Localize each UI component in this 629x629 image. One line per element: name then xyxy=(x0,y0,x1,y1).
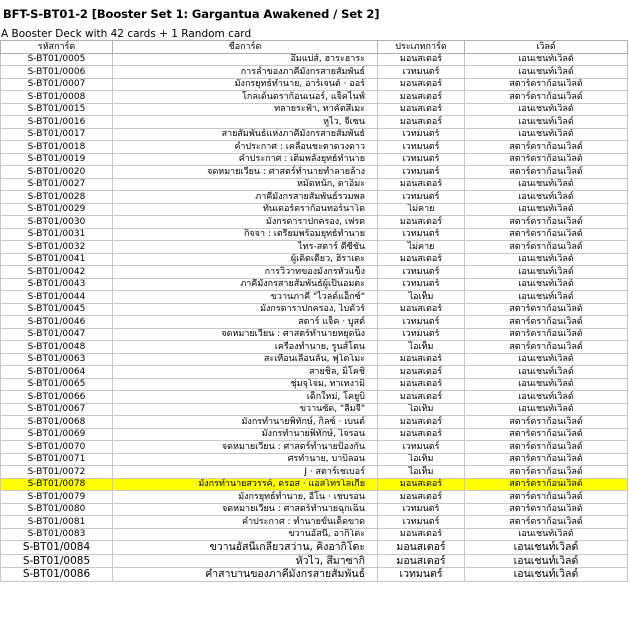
cell-code[interactable]: S-BT01/0018 xyxy=(1,141,113,154)
cell-world[interactable]: เอนเชนท์เวิลด์ xyxy=(465,378,628,391)
cell-card-name[interactable]: เด็กใหม่, โคยูบิ xyxy=(113,391,378,404)
cell-code[interactable]: S-BT01/0042 xyxy=(1,266,113,279)
cell-code[interactable]: S-BT01/0007 xyxy=(1,78,113,91)
cell-card-type[interactable]: มอนสเตอร์ xyxy=(378,428,465,441)
cell-card-type[interactable]: มอนสเตอร์ xyxy=(378,116,465,129)
cell-world[interactable]: สตาร์ดราก้อนเวิลด์ xyxy=(465,141,628,154)
table-row xyxy=(1,66,628,79)
cell-world[interactable]: เอนเชนท์เวิลด์ xyxy=(465,66,628,79)
card-list-table xyxy=(0,40,628,582)
cell-world[interactable]: สตาร์ดราก้อนเวิลด์ xyxy=(465,478,628,491)
cell-world[interactable]: เอนเชนท์เวิลด์ xyxy=(465,541,628,555)
cell-card-type[interactable]: เวทมนตร์ xyxy=(378,128,465,141)
cell-world[interactable]: เอนเชนท์เวิลด์ xyxy=(465,53,628,66)
cell-code[interactable]: S-BT01/0072 xyxy=(1,466,113,479)
cell-world[interactable]: สตาร์ดราก้อนเวิลด์ xyxy=(465,166,628,179)
cell-card-type[interactable]: เวทมนตร์ xyxy=(378,316,465,329)
table-row xyxy=(1,116,628,129)
cell-world[interactable]: เอนเชนท์เวิลด์ xyxy=(465,403,628,416)
table-row xyxy=(1,541,628,555)
cell-code[interactable]: S-BT01/0069 xyxy=(1,428,113,441)
cell-card-name[interactable]: ภาคีมังกรสายสัมพันธ์ผู้เป็นอมตะ xyxy=(113,278,378,291)
cell-card-type[interactable]: เวทมนตร์ xyxy=(378,166,465,179)
cell-card-type[interactable]: เวทมนตร์ xyxy=(378,441,465,454)
cell-card-name[interactable]: ภาคีมังกรสายสัมพันธ์รวมพล xyxy=(113,191,378,204)
cell-code[interactable]: S-BT01/0086 xyxy=(1,568,113,582)
cell-card-type[interactable]: เวทมนตร์ xyxy=(378,228,465,241)
table-row xyxy=(1,428,628,441)
table-row xyxy=(1,353,628,366)
cell-card-name[interactable]: มังกรดาราปกครอง, ไบดัวร์ xyxy=(113,303,378,316)
cell-card-type[interactable]: เวทมนตร์ xyxy=(378,153,465,166)
cell-card-name[interactable]: หูไว, จีเซน xyxy=(113,116,378,129)
table-row xyxy=(1,191,628,204)
cell-code[interactable]: S-BT01/0020 xyxy=(1,166,113,179)
header-world[interactable]: เวิลด์ xyxy=(465,41,628,54)
cell-code[interactable]: S-BT01/0015 xyxy=(1,103,113,116)
cell-code[interactable]: S-BT01/0045 xyxy=(1,303,113,316)
cell-code[interactable]: S-BT01/0066 xyxy=(1,391,113,404)
table-row xyxy=(1,291,628,304)
cell-card-type[interactable]: ไอเท็ม xyxy=(378,466,465,479)
cell-code[interactable]: S-BT01/0084 xyxy=(1,541,113,555)
cell-card-name[interactable]: สตาร์ แจ็ค · บูสต์ xyxy=(113,316,378,329)
table-row xyxy=(1,316,628,329)
cell-world[interactable]: สตาร์ดราก้อนเวิลด์ xyxy=(465,328,628,341)
cell-card-name[interactable]: อึ้มแบ่ส์, ฮาระฮาระ xyxy=(113,53,378,66)
cell-card-type[interactable]: มอนสเตอร์ xyxy=(378,303,465,316)
cell-card-name[interactable]: มังกรทำนายสวรรค์, ดรอส · แอสโทรโลเกีย xyxy=(113,478,378,491)
cell-card-type[interactable]: เวทมนตร์ xyxy=(378,66,465,79)
cell-card-type[interactable]: เวทมนตร์ xyxy=(378,191,465,204)
table-row xyxy=(1,441,628,454)
cell-code[interactable]: S-BT01/0080 xyxy=(1,503,113,516)
cell-card-type[interactable]: มอนสเตอร์ xyxy=(378,554,465,568)
cell-world[interactable]: เอนเชนท์เวิลด์ xyxy=(465,353,628,366)
table-row xyxy=(1,53,628,66)
cell-card-type[interactable]: มอนสเตอร์ xyxy=(378,391,465,404)
cell-card-type[interactable]: ไอเท็ม xyxy=(378,291,465,304)
cell-card-type[interactable]: เวทมนตร์ xyxy=(378,516,465,529)
cell-card-name[interactable]: ทลายระฟ้า, ทาคัตสึเมะ xyxy=(113,103,378,116)
table-row xyxy=(1,403,628,416)
table-row xyxy=(1,216,628,229)
table-row xyxy=(1,491,628,504)
cell-code[interactable]: S-BT01/0017 xyxy=(1,128,113,141)
table-row xyxy=(1,78,628,91)
table-row xyxy=(1,166,628,179)
cell-card-type[interactable]: มอนสเตอร์ xyxy=(378,53,465,66)
cell-code[interactable]: S-BT01/0047 xyxy=(1,328,113,341)
table-row xyxy=(1,378,628,391)
cell-card-type[interactable]: เวทมนตร์ xyxy=(378,568,465,582)
cell-card-type[interactable]: มอนสเตอร์ xyxy=(378,541,465,555)
cell-card-name[interactable]: ขวานอัสนีเกลียวสว่าน, คิงอากิโดะ xyxy=(113,541,378,555)
cell-world[interactable]: สตาร์ดราก้อนเวิลด์ xyxy=(465,241,628,254)
cell-code[interactable]: S-BT01/0083 xyxy=(1,528,113,541)
table-row xyxy=(1,103,628,116)
cell-card-name[interactable]: มังกรยุทธ์ทำนาย, อาร์เจนต์ · ออร์ xyxy=(113,78,378,91)
cell-card-type[interactable]: มอนสเตอร์ xyxy=(378,178,465,191)
cell-world[interactable]: เอนเชนท์เวิลด์ xyxy=(465,391,628,404)
cell-card-type[interactable]: ไอเท็ม xyxy=(378,403,465,416)
cell-world[interactable]: สตาร์ดราก้อนเวิลด์ xyxy=(465,153,628,166)
cell-world[interactable]: สตาร์ดราก้อนเวิลด์ xyxy=(465,316,628,329)
cell-code[interactable]: S-BT01/0008 xyxy=(1,91,113,104)
cell-card-name[interactable]: มังกรทำนายพิทักษ์, ไจรอน xyxy=(113,428,378,441)
cell-code[interactable]: S-BT01/0043 xyxy=(1,278,113,291)
table-row xyxy=(1,366,628,379)
cell-world[interactable]: สตาร์ดราก้อนเวิลด์ xyxy=(465,491,628,504)
header-card-name[interactable]: ชื่อการ์ด xyxy=(113,41,378,54)
cell-code[interactable]: S-BT01/0067 xyxy=(1,403,113,416)
cell-card-type[interactable]: มอนสเตอร์ xyxy=(378,103,465,116)
cell-world[interactable]: เอนเชนท์เวิลด์ xyxy=(465,253,628,266)
cell-card-name[interactable]: กิจจา : เตรียมพร้อมยุทธ์ทำนาย xyxy=(113,228,378,241)
cell-card-name[interactable]: หมัดหนัก, ดาอิมะ xyxy=(113,178,378,191)
cell-card-name[interactable]: ขวานอัสนี, อากิโดะ xyxy=(113,528,378,541)
table-row xyxy=(1,278,628,291)
cell-card-name[interactable]: เครื่องทำนาย, รูนส์โตน xyxy=(113,341,378,354)
cell-card-type[interactable]: มอนสเตอร์ xyxy=(378,416,465,429)
cell-code[interactable]: S-BT01/0065 xyxy=(1,378,113,391)
cell-world[interactable]: เอนเชนท์เวิลด์ xyxy=(465,528,628,541)
header-row xyxy=(1,41,628,54)
cell-card-name[interactable]: ผู้เด็ดเดี่ยว, ฮิราเตะ xyxy=(113,253,378,266)
table-row xyxy=(1,516,628,529)
cell-world[interactable]: สตาร์ดราก้อนเวิลด์ xyxy=(465,441,628,454)
table-row xyxy=(1,466,628,479)
cell-card-type[interactable]: เวทมนตร์ xyxy=(378,503,465,516)
cell-code[interactable]: S-BT01/0005 xyxy=(1,53,113,66)
cell-code[interactable]: S-BT01/0030 xyxy=(1,216,113,229)
cell-card-name[interactable]: มังกรยุทธ์ทำนาย, อีโน · เชบรอน xyxy=(113,491,378,504)
table-row xyxy=(1,203,628,216)
cell-card-name[interactable]: จดหมายเวียน : ศาสตร์ทำนายทำลายล้าง xyxy=(113,166,378,179)
cell-card-name[interactable]: คำประกาศ : เคลื่อนชะตาดวงดาว xyxy=(113,141,378,154)
table-row xyxy=(1,528,628,541)
cell-code[interactable]: S-BT01/0048 xyxy=(1,341,113,354)
cell-card-type[interactable]: ไอเท็ม xyxy=(378,453,465,466)
cell-code[interactable]: S-BT01/0041 xyxy=(1,253,113,266)
cell-card-name[interactable]: หัวไว, สึมาซากิ xyxy=(113,554,378,568)
cell-world[interactable]: สตาร์ดราก้อนเวิลด์ xyxy=(465,91,628,104)
cell-card-name[interactable]: โกลเด้นดราก้อนเนอร์, แจ็คไนฟ์ xyxy=(113,91,378,104)
cell-world[interactable]: เอนเชนท์เวิลด์ xyxy=(465,266,628,279)
cell-card-type[interactable]: เวทมนตร์ xyxy=(378,141,465,154)
cell-card-name[interactable]: มังกรดาราปกครอง, เฟรต xyxy=(113,216,378,229)
cell-card-type[interactable]: มอนสเตอร์ xyxy=(378,216,465,229)
cell-card-type[interactable]: ไอเท็ม xyxy=(378,341,465,354)
cell-world[interactable]: เอนเชนท์เวิลด์ xyxy=(465,278,628,291)
cell-card-name[interactable]: สายสัมพันธ์แห่งภาคีมังกรสายสัมพันธ์ xyxy=(113,128,378,141)
cell-card-type[interactable]: ไม่คาย xyxy=(378,203,465,216)
table-row xyxy=(1,453,628,466)
cell-code[interactable]: S-BT01/0032 xyxy=(1,241,113,254)
cell-code[interactable]: S-BT01/0071 xyxy=(1,453,113,466)
cell-world[interactable]: สตาร์ดราก้อนเวิลด์ xyxy=(465,303,628,316)
cell-code[interactable]: S-BT01/0016 xyxy=(1,116,113,129)
table-row xyxy=(1,266,628,279)
cell-world[interactable]: สตาร์ดราก้อนเวิลด์ xyxy=(465,453,628,466)
cell-card-type[interactable]: มอนสเตอร์ xyxy=(378,491,465,504)
cell-world[interactable]: เอนเชนท์เวิลด์ xyxy=(465,116,628,129)
table-row xyxy=(1,141,628,154)
cell-code[interactable]: S-BT01/0081 xyxy=(1,516,113,529)
cell-card-type[interactable]: เวทมนตร์ xyxy=(378,328,465,341)
cell-card-type[interactable]: มอนสเตอร์ xyxy=(378,378,465,391)
cell-card-name[interactable]: คำสาบานของภาคีมังกรสายสัมพันธ์ xyxy=(113,568,378,582)
cell-code[interactable]: S-BT01/0019 xyxy=(1,153,113,166)
cell-code[interactable]: S-BT01/0078 xyxy=(1,478,113,491)
cell-card-type[interactable]: มอนสเตอร์ xyxy=(378,478,465,491)
cell-world[interactable]: เอนเชนท์เวิลด์ xyxy=(465,568,628,582)
cell-card-name[interactable]: ศรทำนาย, บาบิลอน xyxy=(113,453,378,466)
cell-card-type[interactable]: มอนสเตอร์ xyxy=(378,366,465,379)
sheet-subtitle: A Booster Deck with 42 cards + 1 Random card xyxy=(1,28,252,40)
table-row xyxy=(1,391,628,404)
cell-code[interactable]: S-BT01/0044 xyxy=(1,291,113,304)
table-row xyxy=(1,341,628,354)
cell-world[interactable]: เอนเชนท์เวิลด์ xyxy=(465,554,628,568)
cell-card-name[interactable]: จดหมายเวียน : ศาสตร์ทำนายป้องกัน xyxy=(113,441,378,454)
cell-code[interactable]: S-BT01/0064 xyxy=(1,366,113,379)
cell-card-name[interactable]: ทันเดอร์ดราก้อนทอร์นาโด xyxy=(113,203,378,216)
cell-code[interactable]: S-BT01/0006 xyxy=(1,66,113,79)
cell-card-type[interactable]: มอนสเตอร์ xyxy=(378,78,465,91)
cell-card-name[interactable]: มังกรทำนายพิทักษ์, กิลซ์ · เบนต์ xyxy=(113,416,378,429)
cell-code[interactable]: S-BT01/0070 xyxy=(1,441,113,454)
cell-card-type[interactable]: มอนสเตอร์ xyxy=(378,528,465,541)
table-row xyxy=(1,153,628,166)
cell-card-name[interactable]: จดหมายเวียน : ศาสตร์ทำนายฉุกเฉิน xyxy=(113,503,378,516)
cell-card-type[interactable]: เวทมนตร์ xyxy=(378,266,465,279)
cell-card-type[interactable]: มอนสเตอร์ xyxy=(378,353,465,366)
cell-world[interactable]: เอนเชนท์เวิลด์ xyxy=(465,103,628,116)
cell-card-name[interactable]: J · สตาร์เชเบอร์ xyxy=(113,466,378,479)
table-row xyxy=(1,554,628,568)
cell-world[interactable]: เอนเชนท์เวิลด์ xyxy=(465,366,628,379)
cell-card-name[interactable]: สายชิล, มิโคชิ xyxy=(113,366,378,379)
cell-card-name[interactable]: จดหมายเวียน : ศาสตร์ทำนายหยุดนิ่ง xyxy=(113,328,378,341)
cell-code[interactable]: S-BT01/0029 xyxy=(1,203,113,216)
cell-world[interactable]: สตาร์ดราก้อนเวิลด์ xyxy=(465,428,628,441)
cell-card-name[interactable]: การวิวาทของมังกรหัวแข็ง xyxy=(113,266,378,279)
table-row xyxy=(1,91,628,104)
cell-code[interactable]: S-BT01/0027 xyxy=(1,178,113,191)
cell-world[interactable]: เอนเชนท์เวิลด์ xyxy=(465,203,628,216)
table-row xyxy=(1,128,628,141)
cell-card-name[interactable]: คำประกาศ : เติมพลังยุทธ์ทำนาย xyxy=(113,153,378,166)
cell-world[interactable]: สตาร์ดราก้อนเวิลด์ xyxy=(465,516,628,529)
cell-world[interactable]: สตาร์ดราก้อนเวิลด์ xyxy=(465,466,628,479)
cell-world[interactable]: สตาร์ดราก้อนเวิลด์ xyxy=(465,78,628,91)
cell-card-name[interactable]: สะเทือนเลื่อนลั่น, ฟุโตโมะ xyxy=(113,353,378,366)
cell-card-name[interactable]: ขวานภาคี "ไวลด์แอ็กซ์" xyxy=(113,291,378,304)
table-row xyxy=(1,303,628,316)
cell-card-name[interactable]: ไทร-สตาร์ ดีซีชั่น xyxy=(113,241,378,254)
cell-code[interactable]: S-BT01/0085 xyxy=(1,554,113,568)
cell-world[interactable]: เอนเชนท์เวิลด์ xyxy=(465,291,628,304)
table-row xyxy=(1,568,628,582)
table-row xyxy=(1,241,628,254)
table-row xyxy=(1,416,628,429)
cell-world[interactable]: สตาร์ดราก้อนเวิลด์ xyxy=(465,228,628,241)
cell-card-type[interactable]: มอนสเตอร์ xyxy=(378,91,465,104)
cell-card-name[interactable]: ชุ่มจุโจม, ทาเทงามิ xyxy=(113,378,378,391)
sheet-title: BFT-S-BT01-2 [Booster Set 1: Gargantua Awakened / Set 2] xyxy=(3,7,380,21)
table-row xyxy=(1,503,628,516)
cell-card-type[interactable]: เวทมนตร์ xyxy=(378,278,465,291)
header-card-type[interactable]: ประเภทการ์ด xyxy=(378,41,465,54)
cell-world[interactable]: เอนเชนท์เวิลด์ xyxy=(465,178,628,191)
cell-world[interactable]: สตาร์ดราก้อนเวิลด์ xyxy=(465,503,628,516)
cell-world[interactable]: สตาร์ดราก้อนเวิลด์ xyxy=(465,216,628,229)
cell-card-name[interactable]: คำประกาศ : ทำนายขั้นเด็ดขาด xyxy=(113,516,378,529)
table-row xyxy=(1,253,628,266)
table-row xyxy=(1,228,628,241)
table-row xyxy=(1,178,628,191)
cell-code[interactable]: S-BT01/0046 xyxy=(1,316,113,329)
cell-code[interactable]: S-BT01/0031 xyxy=(1,228,113,241)
header-code[interactable]: รหัสการ์ด xyxy=(1,41,113,54)
table-body xyxy=(1,53,628,581)
cell-card-name[interactable]: การลำของภาคีมังกรสายสัมพันธ์ xyxy=(113,66,378,79)
cell-code[interactable]: S-BT01/0079 xyxy=(1,491,113,504)
cell-world[interactable]: เอนเชนท์เวิลด์ xyxy=(465,191,628,204)
cell-code[interactable]: S-BT01/0063 xyxy=(1,353,113,366)
cell-card-type[interactable]: มอนสเตอร์ xyxy=(378,253,465,266)
cell-code[interactable]: S-BT01/0028 xyxy=(1,191,113,204)
table-row xyxy=(1,328,628,341)
table-row xyxy=(1,478,628,491)
cell-card-type[interactable]: ไม่คาย xyxy=(378,241,465,254)
cell-card-name[interactable]: ขวานซัด, "ลีมจี" xyxy=(113,403,378,416)
cell-world[interactable]: สตาร์ดราก้อนเวิลด์ xyxy=(465,416,628,429)
cell-code[interactable]: S-BT01/0068 xyxy=(1,416,113,429)
cell-world[interactable]: สตาร์ดราก้อนเวิลด์ xyxy=(465,341,628,354)
cell-world[interactable]: เอนเชนท์เวิลด์ xyxy=(465,128,628,141)
